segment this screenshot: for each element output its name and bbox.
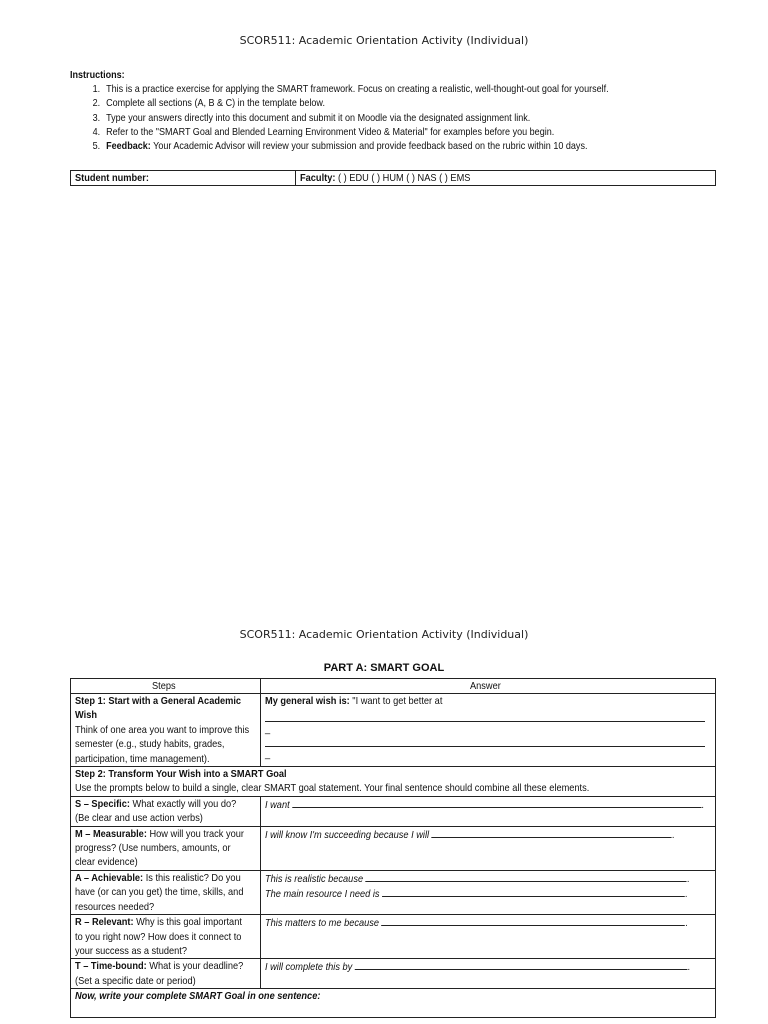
specific-step: S – Specific: What exactly will you do? (Be clear and use action verbs)	[71, 796, 261, 826]
student-info-table	[70, 170, 716, 186]
step-1-cell	[71, 694, 261, 767]
measurable-answer[interactable]: I will know I'm succeeding because I will .	[261, 826, 716, 870]
step-1-title: Step 1: Start with a General Academic Wish	[75, 695, 242, 722]
step-1-desc: Think of one area you want to improve this semester (e.g., study habits, grades, participation, time management).	[75, 723, 250, 765]
step-2-title: Step 2: Transform Your Wish into a SMART Goal	[75, 768, 287, 781]
time-bound-step: T – Time-bound: What is your deadline? (Set a specific date or period)	[71, 959, 261, 989]
steps-column-header: Steps	[71, 679, 261, 694]
smart-goal-table	[70, 678, 716, 1018]
final-goal-cell[interactable]	[71, 989, 716, 1018]
instruction-item: 5. Feedback: Your Academic Advisor will review your submission and provide feedback based on the rubric within 10 days.	[103, 139, 638, 153]
instruction-item: 3. Type your answers directly into this document and submit it on Moodle via the designated assignment link.	[103, 111, 638, 125]
achievable-answer[interactable]: This is realistic because . The main resource I need is .	[261, 870, 716, 914]
page-header: SCOR511: Academic Orientation Activity (Individual)	[239, 628, 529, 641]
page-2	[0, 600, 768, 1024]
instructions-list	[70, 82, 638, 153]
step-2-desc: Use the prompts below to build a single, clear SMART goal statement. Your final sentence should combine all these elements.	[75, 782, 590, 795]
instruction-item: 4. Refer to the "SMART Goal and Blended Learning Environment Video & Material" for examples before you begin.	[103, 125, 638, 139]
step-2-cell	[71, 767, 716, 797]
instructions-title: Instructions:	[70, 69, 125, 81]
time-bound-answer[interactable]: I will complete this by .	[261, 959, 716, 989]
page-header: SCOR511: Academic Orientation Activity (Individual)	[239, 34, 529, 47]
answer-column-header: Answer	[261, 679, 716, 694]
instruction-item: 2. Complete all sections (A, B & C) in the template below.	[103, 96, 638, 110]
specific-answer[interactable]: I want .	[261, 796, 716, 826]
final-goal-prompt: Now, write your complete SMART Goal in one sentence:	[75, 990, 321, 1003]
step-1-answer[interactable]: My general wish is: "I want to get better at _ _	[261, 694, 716, 767]
instructions	[70, 68, 638, 153]
measurable-step: M – Measurable: How will you track your progress? (Use numbers, amounts, or clear evidence)	[71, 826, 261, 870]
instruction-item: 1. This is a practice exercise for applying the SMART framework. Focus on creating a realistic, well-thought-out goal for yourself.	[103, 82, 638, 96]
relevant-answer[interactable]: This matters to me because .	[261, 915, 716, 959]
answer-line	[265, 733, 705, 747]
faculty-field[interactable]: Faculty: ( ) EDU ( ) HUM ( ) NAS ( ) EMS	[296, 171, 716, 186]
achievable-step: A – Achievable: Is this realistic? Do you have (or can you get) the time, skills, and resources needed?	[71, 870, 261, 914]
relevant-step: R – Relevant: Why is this goal important to you right now? How does it connect to your success as a student?	[71, 915, 261, 959]
student-number-field[interactable]: Student number:	[71, 171, 296, 186]
answer-line	[265, 708, 705, 722]
part-a-title: PART A: SMART GOAL	[323, 662, 445, 674]
